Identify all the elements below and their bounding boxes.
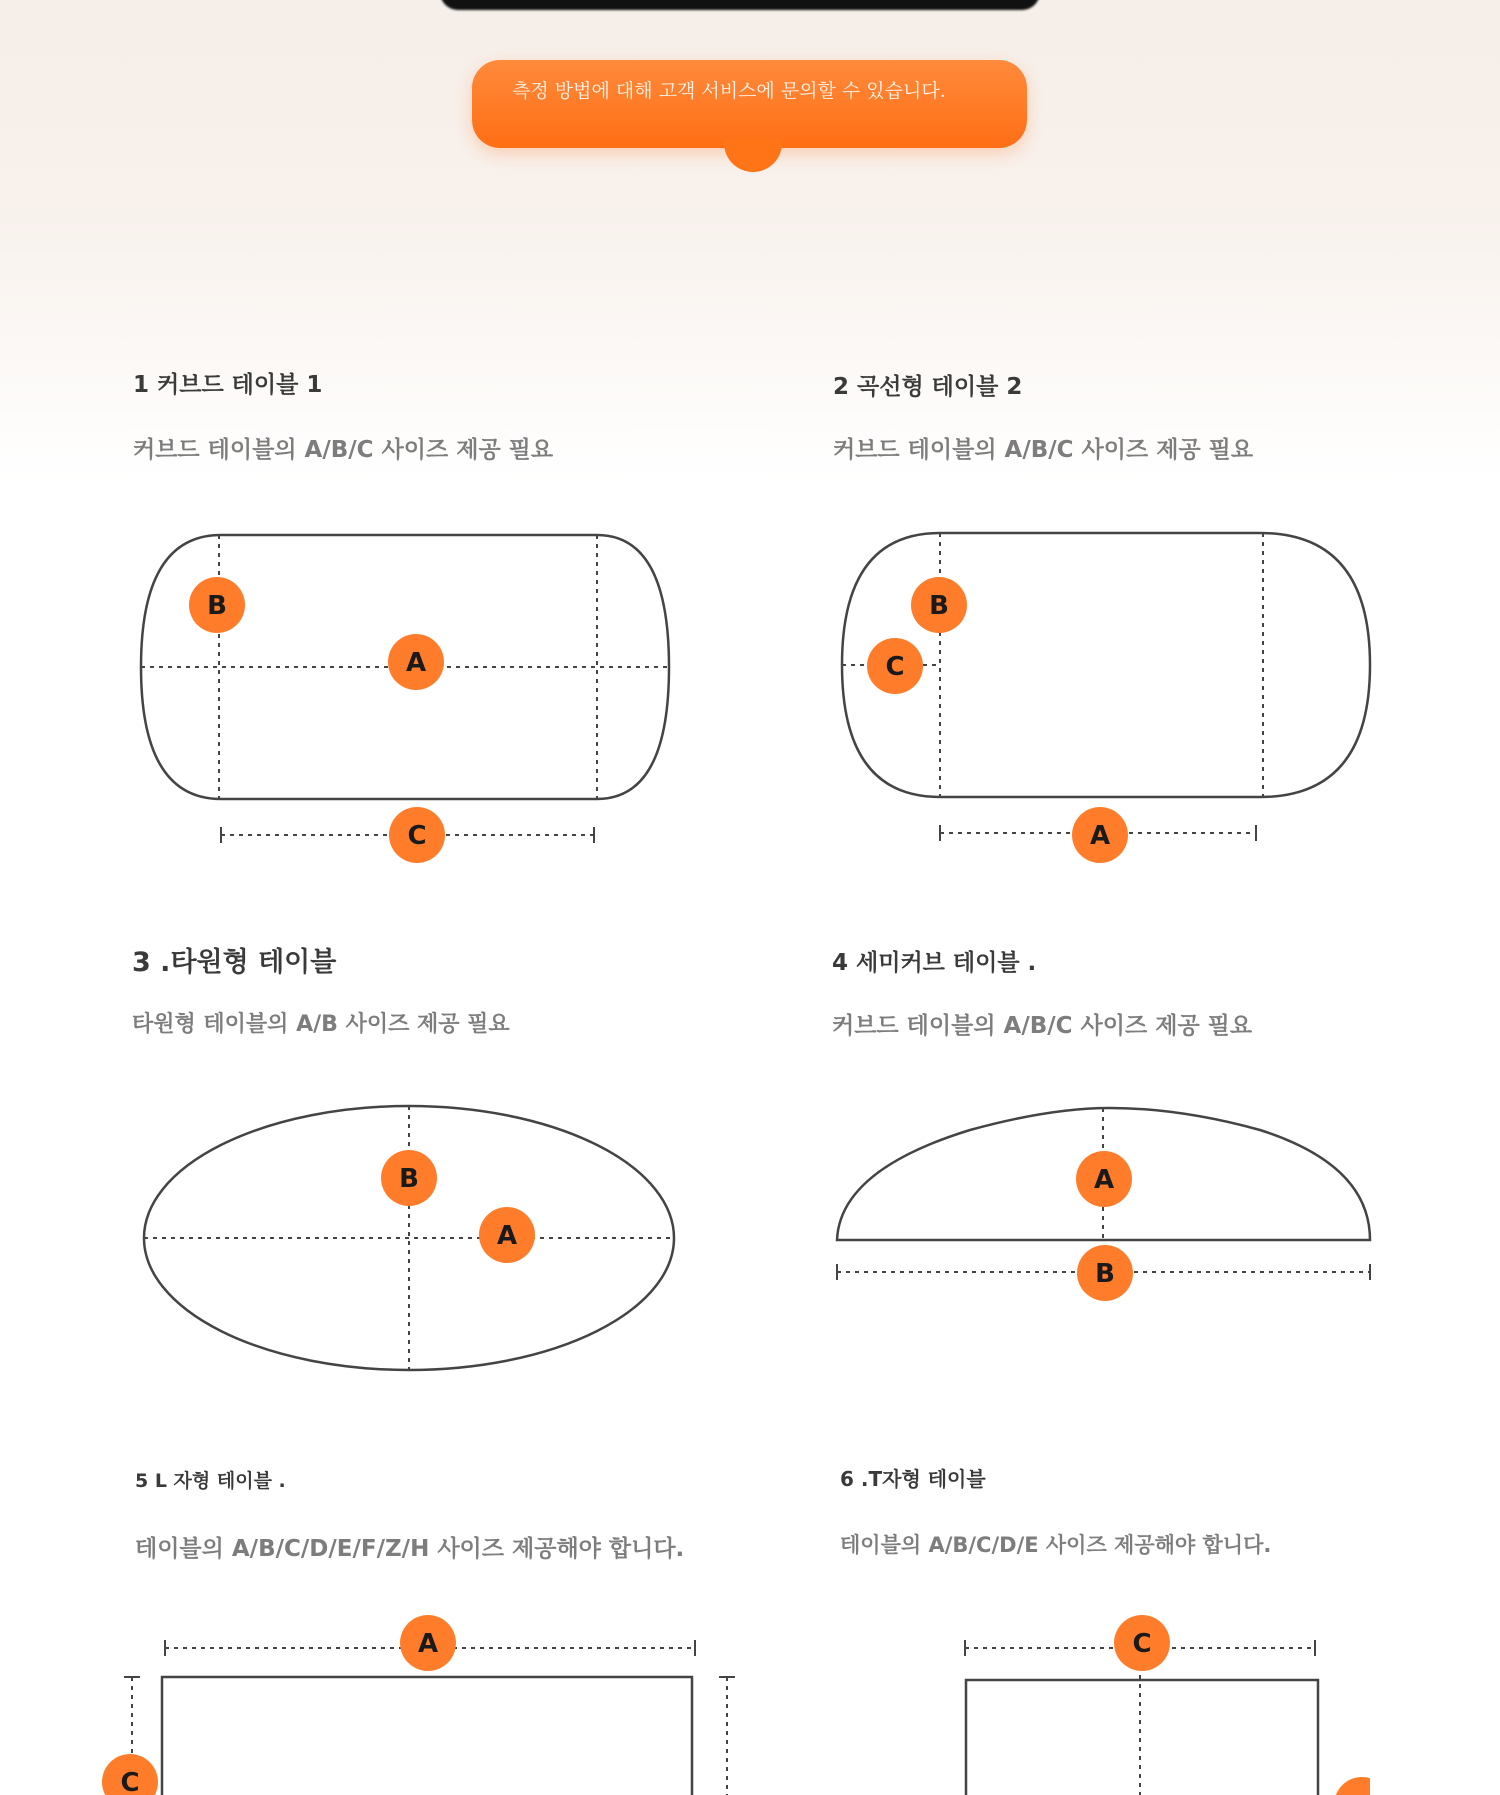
svg-text:B: B (1095, 1259, 1115, 1289)
table-3-description: 타원형 테이블의 A/B 사이즈 제공 필요 (132, 1012, 510, 1037)
badge-a (1072, 807, 1128, 863)
badge-b (1077, 1245, 1133, 1301)
table-1-title: 1 커브드 테이블 1 (133, 372, 323, 398)
table-5-description: 테이블의 A/B/C/D/E/F/Z/H 사이즈 제공해야 합니다. (135, 1536, 685, 1562)
badge-partial (1334, 1777, 1370, 1795)
badge-c (389, 807, 445, 863)
curved-table-1-diagram (120, 515, 690, 875)
svg-text:C: C (120, 1768, 140, 1795)
svg-text:B: B (207, 591, 227, 621)
badge-a (400, 1615, 456, 1671)
svg-text:B: B (399, 1164, 419, 1194)
badge-c (867, 638, 923, 694)
badge-c (102, 1754, 158, 1795)
badge-b (381, 1150, 437, 1206)
table-2-title: 2 곡선형 테이블 2 (833, 374, 1023, 400)
semi-curved-table-diagram (820, 1090, 1390, 1330)
t-shaped-table-diagram (950, 1605, 1370, 1795)
table-4-description: 커브드 테이블의 A/B/C 사이즈 제공 필요 (832, 1013, 1253, 1039)
table-6-title: 6 .T자형 테이블 (840, 1467, 986, 1491)
page-title-fragment (440, 0, 1040, 10)
table-3-title: 3 .타원형 테이블 (132, 947, 337, 978)
badge-b (189, 577, 245, 633)
table-4-title: 4 세미커브 테이블 . (832, 950, 1037, 976)
bubble-tip (724, 138, 782, 172)
oval-table-diagram (120, 1090, 690, 1390)
badge-a (479, 1207, 535, 1263)
svg-text:C: C (1132, 1629, 1152, 1659)
contact-notice-text: 측정 방법에 대해 고객 서비스에 문의할 수 있습니다. (512, 80, 946, 102)
svg-text:A: A (417, 1629, 439, 1659)
contact-notice-bubble (472, 60, 1027, 148)
curved-table-2-diagram (820, 515, 1390, 875)
l-shaped-table-diagram (95, 1605, 745, 1795)
badge-a (388, 634, 444, 690)
table-6-description: 테이블의 A/B/C/D/E 사이즈 제공해야 합니다. (840, 1533, 1272, 1557)
table-2-description: 커브드 테이블의 A/B/C 사이즈 제공 필요 (833, 437, 1254, 463)
table-1-description: 커브드 테이블의 A/B/C 사이즈 제공 필요 (133, 437, 554, 463)
badge-a (1076, 1151, 1132, 1207)
svg-text:A: A (405, 648, 427, 678)
svg-text:C: C (407, 821, 427, 851)
svg-text:B: B (929, 591, 949, 621)
table-5-title: 5 L 자형 테이블 . (135, 1470, 286, 1492)
svg-text:A: A (496, 1221, 518, 1251)
svg-text:A: A (1093, 1165, 1115, 1195)
badge-b (911, 577, 967, 633)
svg-text:A: A (1089, 821, 1111, 851)
badge-c (1114, 1615, 1170, 1671)
svg-text:C: C (885, 652, 905, 682)
